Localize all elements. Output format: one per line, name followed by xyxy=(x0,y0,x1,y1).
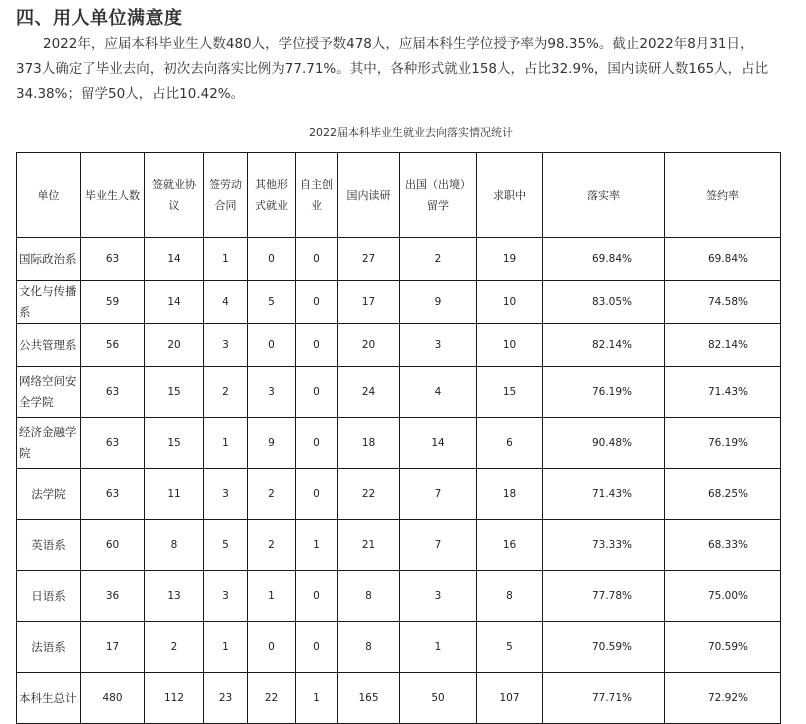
table-row xyxy=(17,571,781,622)
cell-contract-rate: 82.14% xyxy=(665,324,781,367)
cell-employment-agreement: 112 xyxy=(145,673,204,724)
cell-job-seeking: 8 xyxy=(477,571,543,622)
cell-employment-agreement: 14 xyxy=(145,281,204,324)
cell-domestic-postgrad: 18 xyxy=(338,418,400,469)
cell-employment-agreement: 15 xyxy=(145,418,204,469)
cell-self-employed: 0 xyxy=(296,418,338,469)
cell-employment-agreement: 20 xyxy=(145,324,204,367)
cell-study-abroad: 1 xyxy=(400,622,477,673)
cell-study-abroad: 50 xyxy=(400,673,477,724)
cell-job-seeking: 16 xyxy=(477,520,543,571)
cell-graduates: 60 xyxy=(81,520,145,571)
cell-contract-rate: 74.58% xyxy=(665,281,781,324)
cell-study-abroad: 14 xyxy=(400,418,477,469)
table-row xyxy=(17,281,781,324)
cell-placement-rate: 77.78% xyxy=(543,571,665,622)
cell-placement-rate: 70.59% xyxy=(543,622,665,673)
cell-other-employment: 0 xyxy=(248,324,296,367)
cell-employment-agreement: 15 xyxy=(145,367,204,418)
cell-contract-rate: 70.59% xyxy=(665,622,781,673)
cell-placement-rate: 71.43% xyxy=(543,469,665,520)
table-row xyxy=(17,469,781,520)
cell-self-employed: 0 xyxy=(296,238,338,281)
cell-unit: 国际政治系 xyxy=(17,238,81,281)
cell-self-employed: 1 xyxy=(296,673,338,724)
cell-placement-rate: 83.05% xyxy=(543,281,665,324)
cell-self-employed: 0 xyxy=(296,367,338,418)
cell-other-employment: 9 xyxy=(248,418,296,469)
employment-statistics-table xyxy=(16,152,781,724)
cell-graduates: 63 xyxy=(81,418,145,469)
cell-domestic-postgrad: 24 xyxy=(338,367,400,418)
cell-study-abroad: 3 xyxy=(400,571,477,622)
cell-labor-contract: 3 xyxy=(204,324,248,367)
table-row xyxy=(17,238,781,281)
header-domestic-postgrad: 国内读研 xyxy=(338,153,400,238)
cell-study-abroad: 9 xyxy=(400,281,477,324)
cell-employment-agreement: 14 xyxy=(145,238,204,281)
cell-unit: 本科生总计 xyxy=(17,673,81,724)
cell-graduates: 17 xyxy=(81,622,145,673)
cell-other-employment: 0 xyxy=(248,622,296,673)
cell-contract-rate: 69.84% xyxy=(665,238,781,281)
cell-self-employed: 1 xyxy=(296,520,338,571)
cell-study-abroad: 2 xyxy=(400,238,477,281)
cell-job-seeking: 6 xyxy=(477,418,543,469)
cell-graduates: 56 xyxy=(81,324,145,367)
cell-labor-contract: 2 xyxy=(204,367,248,418)
header-study-abroad: 出国（出境）留学 xyxy=(400,153,477,238)
cell-contract-rate: 71.43% xyxy=(665,367,781,418)
cell-employment-agreement: 8 xyxy=(145,520,204,571)
cell-labor-contract: 1 xyxy=(204,418,248,469)
cell-labor-contract: 1 xyxy=(204,238,248,281)
cell-other-employment: 2 xyxy=(248,520,296,571)
cell-self-employed: 0 xyxy=(296,324,338,367)
cell-self-employed: 0 xyxy=(296,571,338,622)
cell-contract-rate: 72.92% xyxy=(665,673,781,724)
cell-placement-rate: 90.48% xyxy=(543,418,665,469)
cell-labor-contract: 23 xyxy=(204,673,248,724)
cell-contract-rate: 68.25% xyxy=(665,469,781,520)
cell-unit: 经济金融学院 xyxy=(17,418,81,469)
cell-graduates: 36 xyxy=(81,571,145,622)
cell-study-abroad: 3 xyxy=(400,324,477,367)
header-contract-rate: 签约率 xyxy=(665,153,781,238)
table-total-row xyxy=(17,673,781,724)
cell-placement-rate: 82.14% xyxy=(543,324,665,367)
cell-labor-contract: 5 xyxy=(204,520,248,571)
cell-domestic-postgrad: 17 xyxy=(338,281,400,324)
cell-labor-contract: 1 xyxy=(204,622,248,673)
cell-job-seeking: 107 xyxy=(477,673,543,724)
header-self-employed: 自主创业 xyxy=(296,153,338,238)
cell-study-abroad: 7 xyxy=(400,469,477,520)
cell-job-seeking: 10 xyxy=(477,324,543,367)
cell-other-employment: 5 xyxy=(248,281,296,324)
cell-study-abroad: 7 xyxy=(400,520,477,571)
cell-graduates: 63 xyxy=(81,469,145,520)
cell-job-seeking: 19 xyxy=(477,238,543,281)
cell-self-employed: 0 xyxy=(296,622,338,673)
cell-contract-rate: 75.00% xyxy=(665,571,781,622)
cell-domestic-postgrad: 8 xyxy=(338,622,400,673)
cell-domestic-postgrad: 27 xyxy=(338,238,400,281)
cell-labor-contract: 4 xyxy=(204,281,248,324)
cell-contract-rate: 68.33% xyxy=(665,520,781,571)
cell-unit: 网络空间安全学院 xyxy=(17,367,81,418)
cell-graduates: 63 xyxy=(81,238,145,281)
cell-other-employment: 1 xyxy=(248,571,296,622)
table-caption: 2022届本科毕业生就业去向落实情况统计 xyxy=(309,126,513,139)
cell-placement-rate: 69.84% xyxy=(543,238,665,281)
cell-domestic-postgrad: 20 xyxy=(338,324,400,367)
cell-self-employed: 0 xyxy=(296,469,338,520)
section-heading: 四、用人单位满意度 xyxy=(16,8,183,29)
cell-labor-contract: 3 xyxy=(204,571,248,622)
header-labor-contract: 签劳动合同 xyxy=(204,153,248,238)
cell-job-seeking: 5 xyxy=(477,622,543,673)
cell-self-employed: 0 xyxy=(296,281,338,324)
header-graduates: 毕业生人数 xyxy=(81,153,145,238)
cell-employment-agreement: 2 xyxy=(145,622,204,673)
cell-labor-contract: 3 xyxy=(204,469,248,520)
cell-domestic-postgrad: 8 xyxy=(338,571,400,622)
header-employment-agreement: 签就业协议 xyxy=(145,153,204,238)
table-row xyxy=(17,367,781,418)
cell-other-employment: 3 xyxy=(248,367,296,418)
cell-employment-agreement: 11 xyxy=(145,469,204,520)
cell-domestic-postgrad: 165 xyxy=(338,673,400,724)
cell-unit: 日语系 xyxy=(17,571,81,622)
cell-graduates: 63 xyxy=(81,367,145,418)
cell-placement-rate: 73.33% xyxy=(543,520,665,571)
header-unit: 单位 xyxy=(17,153,81,238)
cell-unit: 法学院 xyxy=(17,469,81,520)
header-job-seeking: 求职中 xyxy=(477,153,543,238)
table-header-row xyxy=(17,153,781,238)
cell-unit: 公共管理系 xyxy=(17,324,81,367)
cell-placement-rate: 77.71% xyxy=(543,673,665,724)
cell-unit: 法语系 xyxy=(17,622,81,673)
table-row xyxy=(17,520,781,571)
cell-graduates: 480 xyxy=(81,673,145,724)
header-other-employment: 其他形式就业 xyxy=(248,153,296,238)
table-row xyxy=(17,622,781,673)
header-placement-rate: 落实率 xyxy=(543,153,665,238)
table-row xyxy=(17,324,781,367)
cell-other-employment: 2 xyxy=(248,469,296,520)
summary-paragraph: 2022年，应届本科毕业生人数480人，学位授予数478人，应届本科生学位授予率为98.35%。截止2022年8月31日，373人确定了毕业去向，初次去向落实比例为77.71%。其中，各种形式就业158人，占比32.9%，国内读研人数165人，占比34.38%；留学50人，占比10.42%。 xyxy=(16,36,769,102)
cell-job-seeking: 18 xyxy=(477,469,543,520)
cell-domestic-postgrad: 21 xyxy=(338,520,400,571)
cell-domestic-postgrad: 22 xyxy=(338,469,400,520)
cell-other-employment: 0 xyxy=(248,238,296,281)
cell-contract-rate: 76.19% xyxy=(665,418,781,469)
cell-employment-agreement: 13 xyxy=(145,571,204,622)
table-row xyxy=(17,418,781,469)
cell-job-seeking: 10 xyxy=(477,281,543,324)
cell-study-abroad: 4 xyxy=(400,367,477,418)
cell-placement-rate: 76.19% xyxy=(543,367,665,418)
cell-other-employment: 22 xyxy=(248,673,296,724)
cell-unit: 英语系 xyxy=(17,520,81,571)
cell-job-seeking: 15 xyxy=(477,367,543,418)
cell-unit: 文化与传播系 xyxy=(17,281,81,324)
cell-graduates: 59 xyxy=(81,281,145,324)
